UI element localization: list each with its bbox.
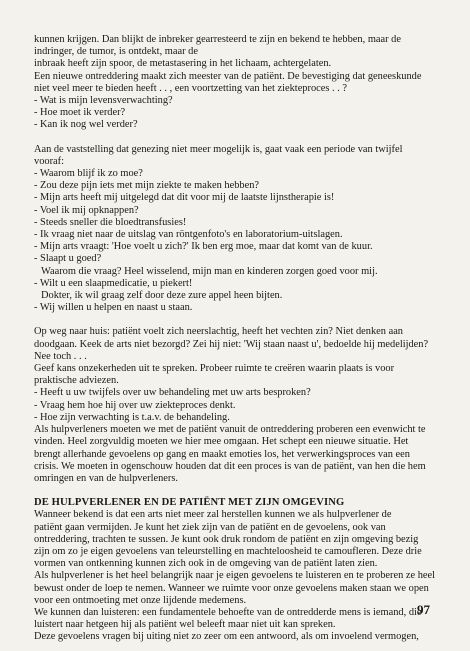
text-line: luistert naar hetgeen hij als patiënt wel beleeft maar niet uit kan spreken. bbox=[34, 619, 336, 631]
text-line: Op weg naar huis: patiënt voelt zich neerslachtig, heeft het vechten zin? Niet denken aan bbox=[34, 326, 404, 338]
list-item: - Vraag hem hoe hij over uw ziekteproces denkt. bbox=[34, 399, 236, 411]
text-line: indringer, de tumor, is ontdekt, maar de bbox=[34, 46, 198, 58]
text-line: ontreddering, trachten te sussen. Je kunt ook druk rondom de patiënt en zijn omgeving bezig bbox=[34, 533, 419, 545]
text-line: omringen en van de hulpverleners. bbox=[34, 472, 178, 484]
text-line: Nee toch . . . bbox=[34, 350, 87, 362]
list-item: - Mijn arts vraagt: 'Hoe voelt u zich?' Ik ben erg moe, maar dat komt van de kuur. bbox=[34, 241, 373, 253]
list-item: - Wilt u een slaapmedicatie, u piekert! bbox=[34, 277, 193, 289]
page-body bbox=[34, 34, 438, 644]
text-line: Deze gevoelens vragen bij uiting niet zo zeer om een antwoord, als om invoelend vermogen, bbox=[34, 631, 419, 643]
text-line: Een nieuwe ontreddering maakt zich meester van de patiënt. De bevestiging dat geneeskunde bbox=[34, 70, 422, 82]
text-line: niet veel meer te bieden heeft . . , een voortzetting van het ziekteproces . . ? bbox=[34, 82, 348, 94]
spacer bbox=[34, 485, 438, 497]
text-line: voor een ontmoeting met onze lijdende medemens. bbox=[34, 594, 247, 606]
list-item: - Heeft u uw twijfels over uw behandeling met uw arts besproken? bbox=[34, 387, 311, 399]
text-line: patiënt gaan vermijden. Je kunt het ziek zijn van de patiënt en de gevoelens, ook van bbox=[34, 521, 386, 533]
paragraph-way-home bbox=[34, 326, 438, 485]
text-line: Als hulpverleners moeten we met de patiënt vanuit de ontreddering proberen een evenwicht te bbox=[34, 424, 426, 436]
paragraph-doubt bbox=[34, 144, 438, 315]
text-line: doodgaan. Keek de arts niet bezorgd? Zei hij niet: 'Wij staan naast u', bedoelde hij medelijden? bbox=[34, 338, 429, 350]
list-item: - Hoe moet ik verder? bbox=[34, 107, 126, 119]
text-line: bewust onder de loep te nemen. Wanneer we ruimte voor onze gevoelens maken staan we open bbox=[34, 582, 429, 594]
list-item: - Mijn arts heeft mij uitgelegd dat dit voor mij de laatste lijnstherapie is! bbox=[34, 192, 335, 204]
text-line: kunnen krijgen. Dan blijkt de inbreker gearresteerd te zijn en bekend te hebben, maar de bbox=[34, 34, 401, 45]
list-item: - Hoe zijn verwachting is t.a.v. de behandeling. bbox=[34, 411, 230, 423]
text-line: vinden. Heel zorgvuldig moeten we hier mee omgaan. Het schept een nieuwe situatie. Het bbox=[34, 436, 409, 448]
text-line: Wanneer bekend is dat een arts niet meer zal herstellen kunnen we als hulpverlener de bbox=[34, 509, 392, 521]
paragraph-intro bbox=[34, 34, 438, 132]
list-item: - Zou deze pijn iets met mijn ziekte te maken hebben? bbox=[34, 180, 260, 192]
list-item: - Steeds sneller die bloedtransfusies! bbox=[34, 216, 187, 228]
list-item: - Ik vraag niet naar de uitslag van röntgenfoto's en laboratorium-uitslagen. bbox=[34, 229, 343, 241]
list-item: - Waarom blijf ik zo moe? bbox=[34, 168, 143, 180]
text-line: vormen van ontkenning kunnen zich ook in de omgeving van de patiënt laten zien. bbox=[34, 558, 378, 570]
text-line: inbraak heeft zijn spoor, de metastasering in het lichaam, achtergelaten. bbox=[34, 58, 332, 70]
text-line: Geef kans onzekerheden uit te spreken. Probeer ruimte te creëren waarin plaats is voor bbox=[34, 363, 395, 375]
text-line: We kunnen dan luisteren: een fundamentele behoefte van de ontredderde mens is iemand, die bbox=[34, 606, 422, 618]
text-line: Aan de vaststelling dat genezing niet meer mogelijk is, gaat vaak een periode van twijfel bbox=[34, 143, 403, 155]
page-number: 97 bbox=[417, 602, 430, 617]
paragraph-caregiver bbox=[34, 509, 438, 643]
text-line: zijn om zo je eigen gevoelens van teleurstelling en machteloosheid te camoufleren. Deze drie bbox=[34, 545, 422, 557]
text-line: vooraf: bbox=[34, 155, 65, 167]
text-line: brengt allerhande gevoelens op gang en maakt emoties los, het verwerkingsproces van een bbox=[34, 448, 410, 460]
list-item: - Voel ik mij opknappen? bbox=[34, 204, 139, 216]
text-line: praktische adviezen. bbox=[34, 375, 119, 387]
list-item: - Wat is mijn levensverwachting? bbox=[34, 95, 173, 107]
text-line: Dokter, ik wil graag zelf door deze zure appel heen bijten. bbox=[41, 290, 283, 302]
text-line: Waarom die vraag? Heel wisselend, mijn man en kinderen zorgen goed voor mij. bbox=[41, 265, 378, 277]
list-item: - Slaapt u goed? bbox=[34, 253, 102, 265]
list-item: - Kan ik nog wel verder? bbox=[34, 119, 138, 131]
text-line: crisis. We moeten in ogenschouw houden dat dit een proces is van de patiënt, van hen die hem bbox=[34, 460, 426, 472]
text-line: Als hulpverlener is het heel belangrijk naar je eigen gevoelens te luisteren en te proberen ze heel bbox=[34, 570, 436, 582]
list-item: - Wij willen u helpen en naast u staan. bbox=[34, 302, 193, 314]
spacer bbox=[34, 314, 438, 326]
spacer bbox=[34, 132, 438, 144]
section-heading: DE HULPVERLENER EN DE PATIËNT MET ZIJN OMGEVING bbox=[34, 497, 345, 509]
